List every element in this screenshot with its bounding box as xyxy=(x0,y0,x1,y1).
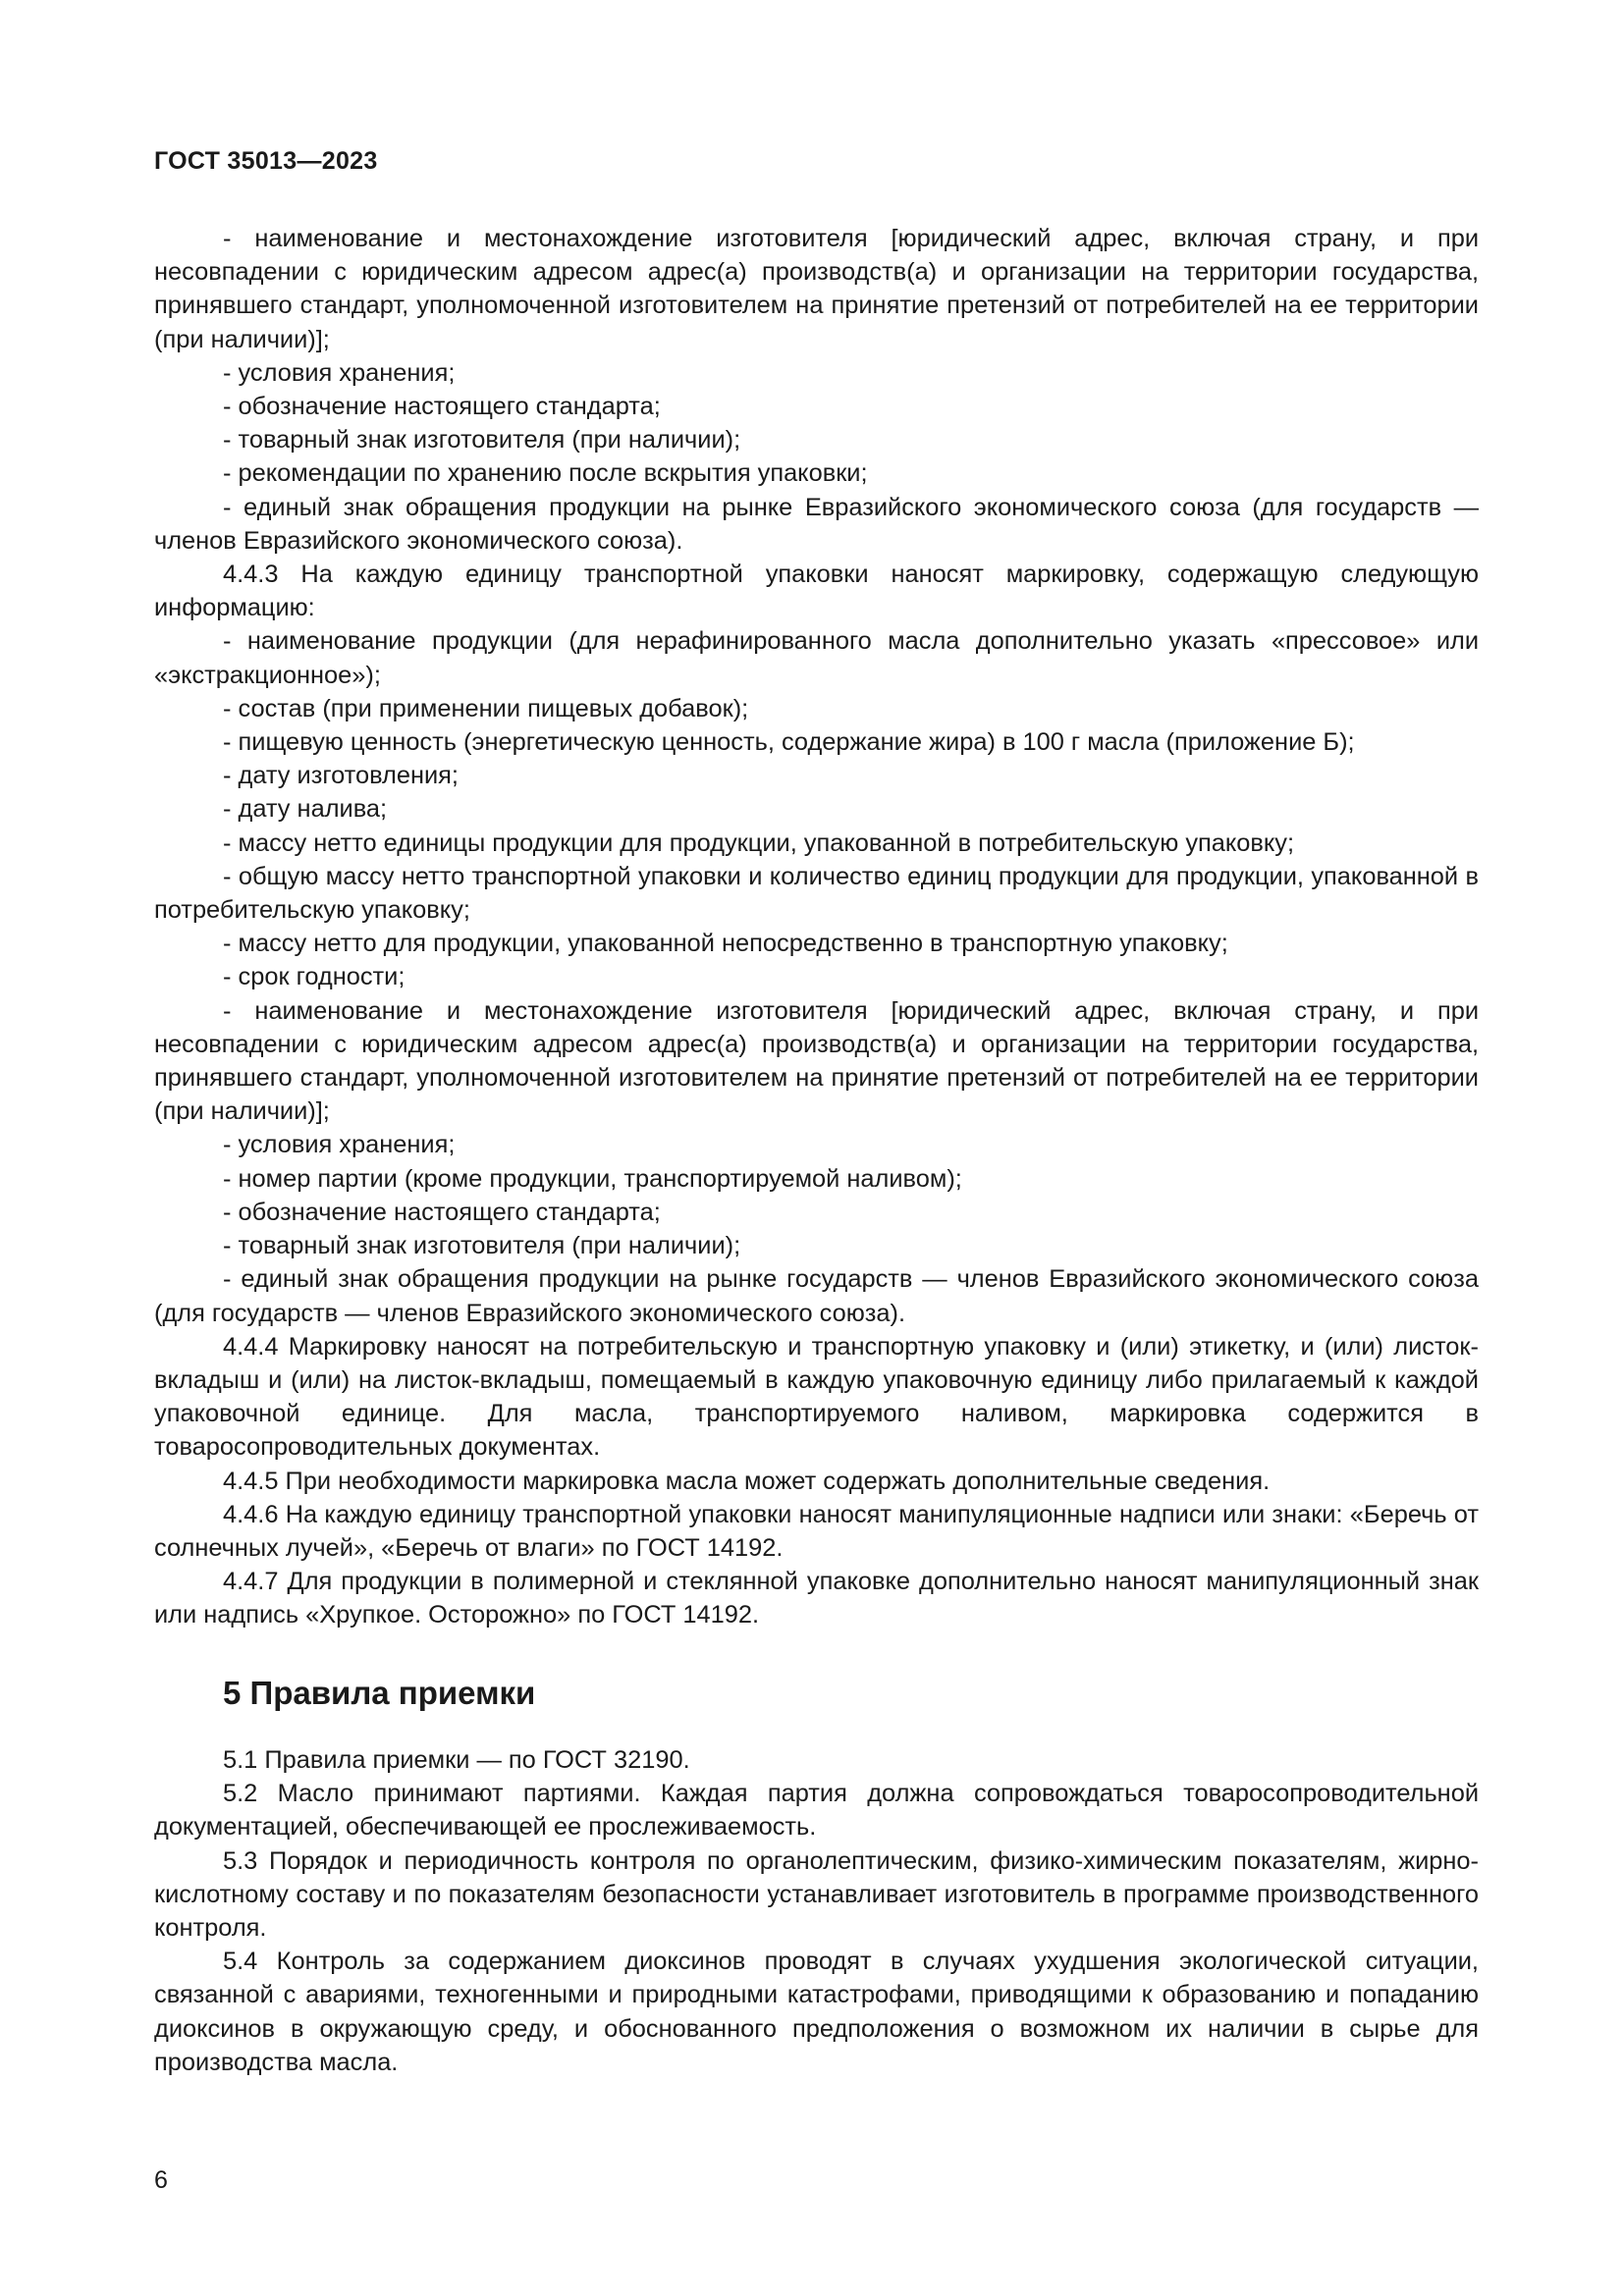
paragraph: 4.4.4 Маркировку наносят на потребительскую и транспортную упаковку и (или) этикетку, и (или) листок-вкладыш и (или) на листок-вкладыш, помещаемый в каждую упаковочную единицу либо прилагаемый к каждой упаковочной единице. Для масла, транспортируемого наливом, маркировка содержится в товаросопроводительных документах. xyxy=(154,1332,1479,1462)
paragraph: - товарный знак изготовителя (при наличии); xyxy=(223,1232,741,1260)
paragraph: - обозначение настоящего стандарта; xyxy=(223,1198,661,1226)
paragraph: 5.4 Контроль за содержанием диоксинов проводят в случаях ухудшения экологической ситуации, связанной с авариями, техногенными и природными катастрофами, приводящими к образованию и попаданию диоксинов в окружающую среду, и обоснованного предположения о возможном их наличии в сырье для производства масла. xyxy=(154,1948,1479,2076)
paragraph: - пищевую ценность (энергетическую ценность, содержание жира) в 100 г масла (приложение Б); xyxy=(223,728,1355,757)
paragraph: - наименование и местонахождение изготовителя [юридический адрес, включая страну, и при несовпадении с юридическим адресом адрес(а) производств(а) и организации на территории государства, принявшего стандарт, уполномоченной изготовителем на принятие претензий от потребителей на ее территории (при наличии)]; xyxy=(154,996,1479,1126)
paragraph: - наименование и местонахождение изготовителя [юридический адрес, включая страну, и при несовпадении с юридическим адресом адрес(а) производств(а) и организации на территории государства, принявшего стандарт, уполномоченной изготовителем на принятие претензий от потребителей на ее территории (при наличии)]; xyxy=(154,225,1479,353)
page-number: 6 xyxy=(154,2166,168,2194)
paragraph: 5.3 Порядок и периодичность контроля по органолептическим, физико-химическим показателям, жирно-кислотному составу и по показателям безопасности устанавливает изготовитель в программе производственного контроля. xyxy=(154,1846,1479,1943)
paragraph: - массу нетто единицы продукции для продукции, упакованной в потребительскую упаковку; xyxy=(223,828,1295,857)
paragraph: 4.4.6 На каждую единицу транспортной упаковки наносят манипуляционные надписи или знаки: «Беречь от солнечных лучей», «Беречь от влаги» по ГОСТ 14192. xyxy=(154,1500,1479,1562)
paragraph: - обозначение настоящего стандарта; xyxy=(223,393,661,421)
paragraph: - условия хранения; xyxy=(223,1131,456,1159)
paragraph: - состав (при применении пищевых добавок); xyxy=(223,694,749,722)
paragraph: - массу нетто для продукции, упакованной непосредственно в транспортную упаковку; xyxy=(223,930,1228,958)
paragraph: - наименование продукции (для нерафинированного масла дополнительно указать «прессовое» или «экстракционное»); xyxy=(154,627,1479,689)
paragraph: 5.2 Масло принимают партиями. Каждая партия должна сопровождаться товаросопроводительной документацией, обеспечивающей ее прослеживаемость. xyxy=(154,1780,1479,1842)
paragraph: - условия хранения; xyxy=(223,358,456,387)
paragraph: - дату налива; xyxy=(223,795,388,824)
section-title: 5 Правила приемки xyxy=(223,1675,536,1711)
paragraph: 5.1 Правила приемки — по ГОСТ 32190. xyxy=(223,1746,690,1774)
paragraph: - единый знак обращения продукции на рынке государств — членов Евразийского экономического союза (для государств — членов Евразийского экономического союза). xyxy=(154,1265,1479,1327)
paragraph: - номер партии (кроме продукции, транспортируемой наливом); xyxy=(223,1164,962,1193)
paragraph: - общую массу нетто транспортной упаковки и количество единиц продукции для продукции, упакованной в потребительскую упаковку; xyxy=(154,862,1479,925)
paragraph: - дату изготовления; xyxy=(223,762,459,790)
top-text-block xyxy=(154,222,1479,1632)
paragraph: 4.4.7 Для продукции в полимерной и стеклянной упаковке дополнительно наносят манипуляционный знак или надпись «Хрупкое. Осторожно» по ГОСТ 14192. xyxy=(154,1568,1479,1629)
paragraph: - рекомендации по хранению после вскрытия упаковки; xyxy=(223,459,868,488)
document-header: ГОСТ 35013—2023 xyxy=(154,147,378,175)
paragraph: 4.4.5 При необходимости маркировка масла может содержать дополнительные сведения. xyxy=(223,1467,1271,1495)
paragraph: 4.4.3 На каждую единицу транспортной упаковки наносят маркировку, содержащую следующую информацию: xyxy=(154,561,1479,622)
paragraph: - единый знак обращения продукции на рынке Евразийского экономического союза (для государств — членов Евразийского экономического союза). xyxy=(154,493,1479,555)
paragraph: - товарный знак изготовителя (при наличии); xyxy=(223,426,741,454)
paragraph: - срок годности; xyxy=(223,963,406,991)
bottom-text-block xyxy=(154,1743,1479,2079)
